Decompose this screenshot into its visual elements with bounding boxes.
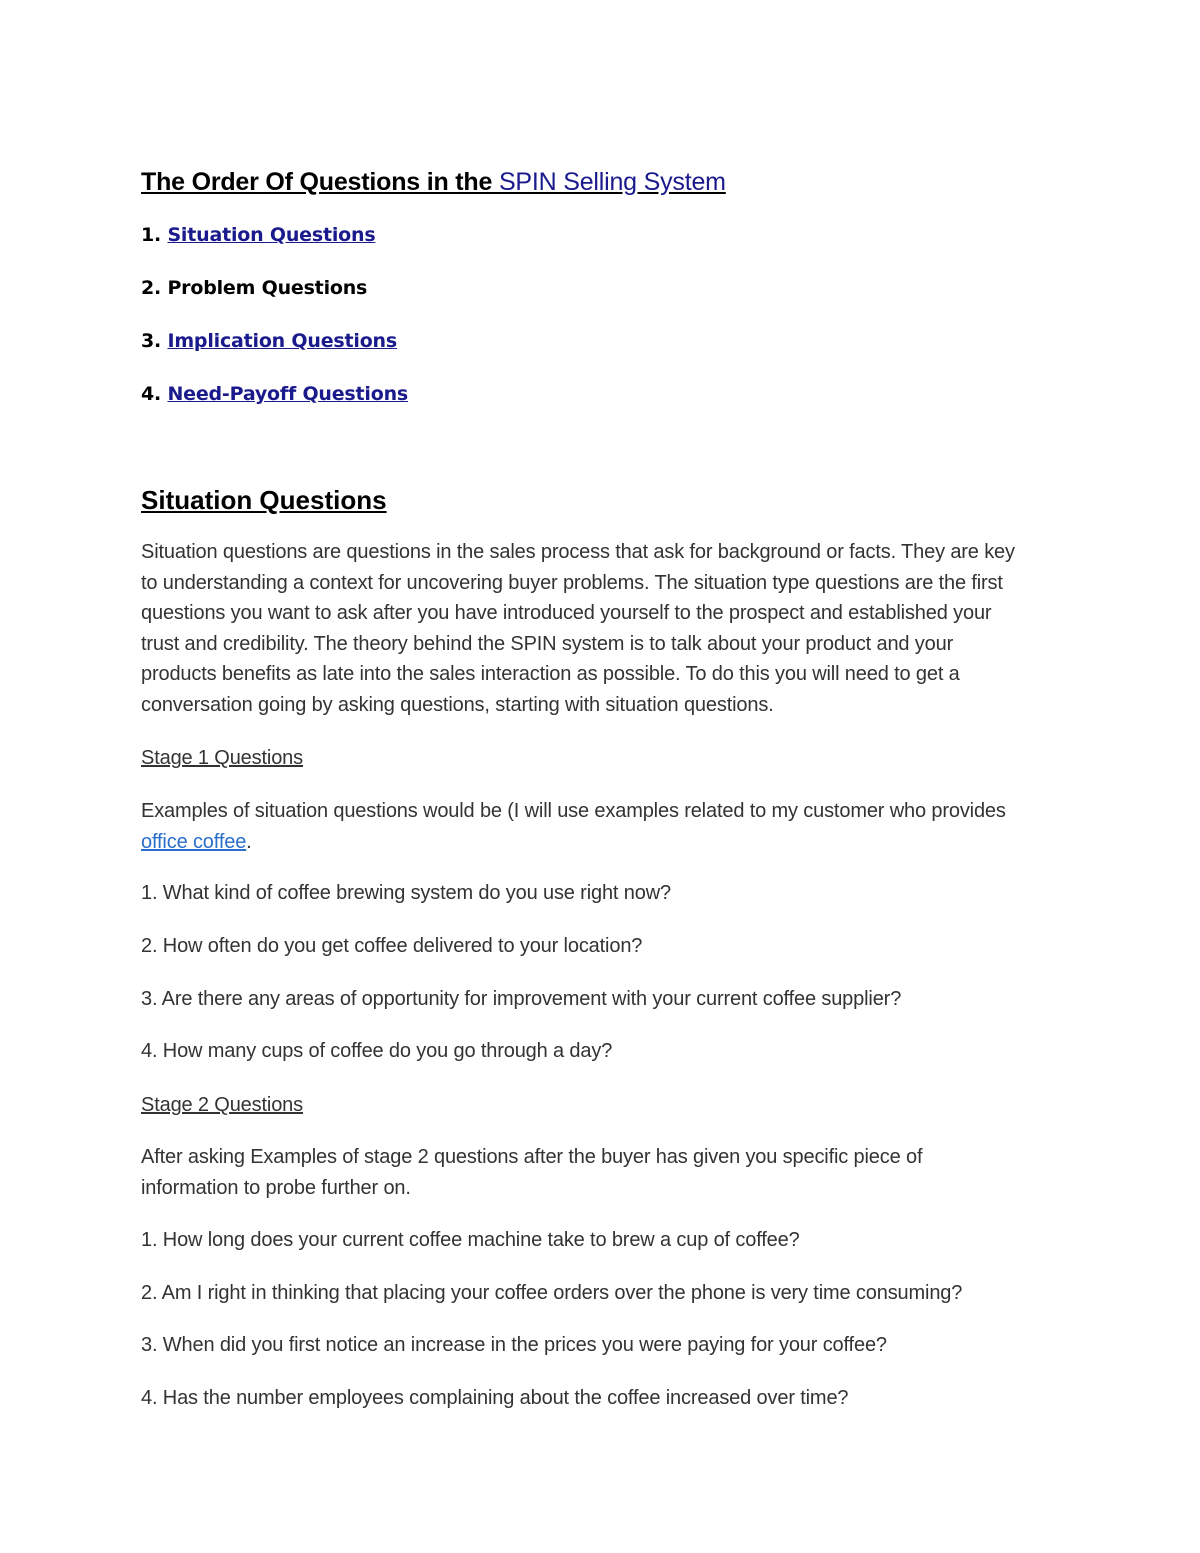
office-coffee-link[interactable]: office coffee <box>141 830 247 853</box>
toc-number: 1. <box>141 224 168 246</box>
toc-link-implication-questions[interactable]: Implication Questions <box>167 330 397 352</box>
stage-2-question: 1. How long does your current coffee machine take to brew a cup of coffee? <box>141 1229 800 1251</box>
toc-label-problem-questions: Problem Questions <box>167 277 368 299</box>
intro-paragraph <box>141 537 1061 721</box>
paragraph-line: information to probe further on. <box>141 1176 411 1199</box>
paragraph-line: trust and credibility. The theory behind the SPIN system is to talk about your product and your <box>141 632 954 655</box>
page-title <box>141 168 726 197</box>
paragraph-line: Situation questions are questions in the sales process that ask for background or facts. They are key <box>141 541 1015 563</box>
spin-selling-system-link[interactable]: SPIN Selling System <box>498 168 726 196</box>
paragraph-line: questions you want to ask after you have introduced yourself to the prospect and established your <box>141 602 992 625</box>
paragraph-line: After asking Examples of stage 2 questions after the buyer has given you specific piece of <box>141 1146 923 1168</box>
stage-2-question: 2. Am I right in thinking that placing your coffee orders over the phone is very time consuming? <box>141 1282 963 1304</box>
stage-1-question: 2. How often do you get coffee delivered to your location? <box>141 935 643 957</box>
toc-item-situation <box>141 224 375 246</box>
paragraph-line <box>141 827 1061 858</box>
stage-1-question: 4. How many cups of coffee do you go through a day? <box>141 1040 613 1062</box>
title-prefix: The Order Of Questions in the <box>141 168 499 196</box>
toc-item-implication <box>141 330 397 352</box>
period: . <box>246 830 252 853</box>
toc-number: 3. <box>141 330 168 352</box>
stage-1-question: 3. Are there any areas of opportunity for improvement with your current coffee supplier? <box>141 988 902 1010</box>
stage-2-intro-paragraph <box>141 1142 1061 1203</box>
paragraph-line: conversation going by asking questions, starting with situation questions. <box>141 693 774 716</box>
stage-1-examples-paragraph <box>141 796 1061 857</box>
toc-link-need-payoff-questions[interactable]: Need-Payoff Questions <box>167 383 409 405</box>
stage-2-question: 4. Has the number employees complaining about the coffee increased over time? <box>141 1387 849 1409</box>
toc-number: 4. <box>141 383 168 405</box>
stage-1-question: 1. What kind of coffee brewing system do you use right now? <box>141 882 671 904</box>
section-heading: Situation Questions <box>141 485 387 515</box>
stage-2-heading: Stage 2 Questions <box>141 1094 304 1116</box>
toc-number: 2. <box>141 277 168 299</box>
paragraph-line: to understanding a context for uncovering buyer problems. The situation type questions are the first <box>141 571 1003 594</box>
toc-item-problem <box>141 277 367 299</box>
stage-2-question: 3. When did you first notice an increase in the prices you were paying for your coffee? <box>141 1334 887 1356</box>
toc-item-need-payoff <box>141 383 408 405</box>
paragraph-line: products benefits as late into the sales interaction as possible. To do this you will need to get a <box>141 663 960 686</box>
paragraph-line: Examples of situation questions would be (I will use examples related to my customer who provides <box>141 800 1006 822</box>
toc-link-situation-questions[interactable]: Situation Questions <box>167 224 376 246</box>
stage-1-heading: Stage 1 Questions <box>141 747 304 769</box>
